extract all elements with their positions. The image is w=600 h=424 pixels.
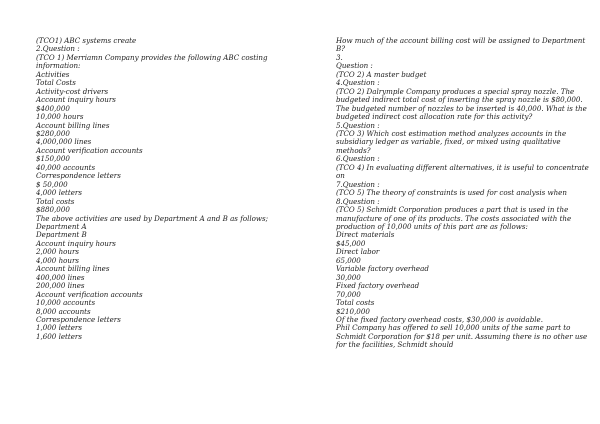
text-line: Account verification accounts xyxy=(36,289,143,299)
text-line: Total Costs xyxy=(36,78,76,88)
text-line: 65,000 xyxy=(336,255,361,265)
text-line: 2.Question : xyxy=(36,44,80,54)
text-line: $150,000 xyxy=(36,154,70,164)
text-line: production of 10,000 units of this part are as follows: xyxy=(336,221,528,231)
text-line: Activity-cost drivers xyxy=(36,86,109,96)
text-line: 6.Question : xyxy=(336,154,380,164)
text-line: The budgeted number of nozzles to be inserted is 40,000. What is the xyxy=(336,103,587,113)
text-line: methods? xyxy=(336,145,371,155)
text-line: Activities xyxy=(36,69,70,79)
text-line: Account inquiry hours xyxy=(36,238,116,248)
text-line: 10,000 hours xyxy=(36,112,84,122)
text-line: 10,000 accounts xyxy=(36,298,96,308)
text-line: budgeted indirect total cost of inserting the spray nozzle is $80,000. xyxy=(336,95,583,105)
text-line: (TCO 1) Merriamn Company provides the following ABC costing xyxy=(36,52,268,62)
text-line: The above activities are used by Department A and B as follows; xyxy=(36,213,269,223)
text-line: Question : xyxy=(336,61,373,71)
text-line: 4,000 letters xyxy=(36,188,82,198)
text-line: 4.Question : xyxy=(336,78,380,88)
text-line: 2,000 hours xyxy=(36,247,80,257)
right-column xyxy=(336,36,589,350)
text-line: 200,000 lines xyxy=(36,281,85,291)
text-line: (TCO 2) A master budget xyxy=(336,69,427,79)
text-line: on xyxy=(336,171,345,181)
text-line: $ 50,000 xyxy=(36,179,68,189)
text-line: How much of the account billing cost will be assigned to Department xyxy=(336,36,586,45)
text-line: Correspondence letters xyxy=(36,314,121,324)
text-line: Account inquiry hours xyxy=(36,95,116,105)
text-line: 400,000 lines xyxy=(36,272,85,282)
text-line: Schmidt Corporation for $18 per unit. Assuming there is no other use xyxy=(336,331,588,341)
text-line: budgeted indirect cost allocation rate for this activity? xyxy=(336,112,533,122)
text-line: 40,000 accounts xyxy=(36,162,96,172)
text-line: Variable factory overhead xyxy=(336,264,429,274)
text-line: Account billing lines xyxy=(36,264,110,274)
text-line: $280,000 xyxy=(36,128,70,138)
text-line: 8.Question : xyxy=(336,196,380,206)
text-line: (TCO 5) The theory of constraints is used for cost analysis when xyxy=(336,188,567,198)
text-line: Account billing lines xyxy=(36,120,110,130)
text-line: 1,600 letters xyxy=(36,331,82,341)
text-line: $400,000 xyxy=(36,103,70,113)
text-line: 4,000,000 lines xyxy=(36,137,92,147)
text-line: Direct labor xyxy=(336,247,380,257)
text-line: (TCO 3) Which cost estimation method analyzes accounts in the xyxy=(336,128,567,138)
text-line: 1,000 letters xyxy=(36,323,82,333)
text-line: Phil Company has offered to sell 10,000 units of the same part to xyxy=(336,323,571,333)
text-line: Total costs xyxy=(36,196,75,206)
text-line: (TCO 2) Dalrymple Company produces a special spray nozzle. The xyxy=(336,86,575,96)
text-line: (TCO1) ABC systems create xyxy=(36,36,137,45)
text-line: 7.Question : xyxy=(336,179,380,189)
text-line: 4,000 hours xyxy=(36,255,80,265)
left-column xyxy=(36,37,286,341)
text-line: 30,000 xyxy=(336,272,361,282)
text-line: 70,000 xyxy=(336,289,361,299)
text-line: Fixed factory overhead xyxy=(336,281,420,291)
text-line: $45,000 xyxy=(336,238,366,248)
text-line: for the facilities, Schmidt should xyxy=(336,340,454,350)
text-line: 8,000 accounts xyxy=(36,306,91,316)
text-line: $210,000 xyxy=(336,306,370,316)
text-line: 3. xyxy=(336,52,343,62)
text-line: 5.Question : xyxy=(336,120,380,130)
text-line: manufacture of one of its products. The costs associated with the xyxy=(336,213,572,223)
text-line: Department A xyxy=(36,221,87,231)
text-line: Account verification accounts xyxy=(36,145,143,155)
text-line: $880,000 xyxy=(36,205,70,215)
text-line: Total costs xyxy=(336,298,375,308)
text-line: Direct materials xyxy=(336,230,395,240)
text-line: Correspondence letters xyxy=(36,171,121,181)
text-line: information: xyxy=(36,61,81,71)
text-line: B? xyxy=(336,44,346,54)
text-line: (TCO 4) In evaluating different alternatives, it is useful to concentrate xyxy=(336,162,589,172)
text-line: Department B xyxy=(36,230,87,240)
text-line: subsidiary ledger as variable, fixed, or mixed using qualitative xyxy=(336,137,561,147)
text-line: Of the fixed factory overhead costs, $30,000 is avoidable. xyxy=(336,314,544,324)
text-line: (TCO 5) Schmidt Corporation produces a part that is used in the xyxy=(336,205,569,215)
